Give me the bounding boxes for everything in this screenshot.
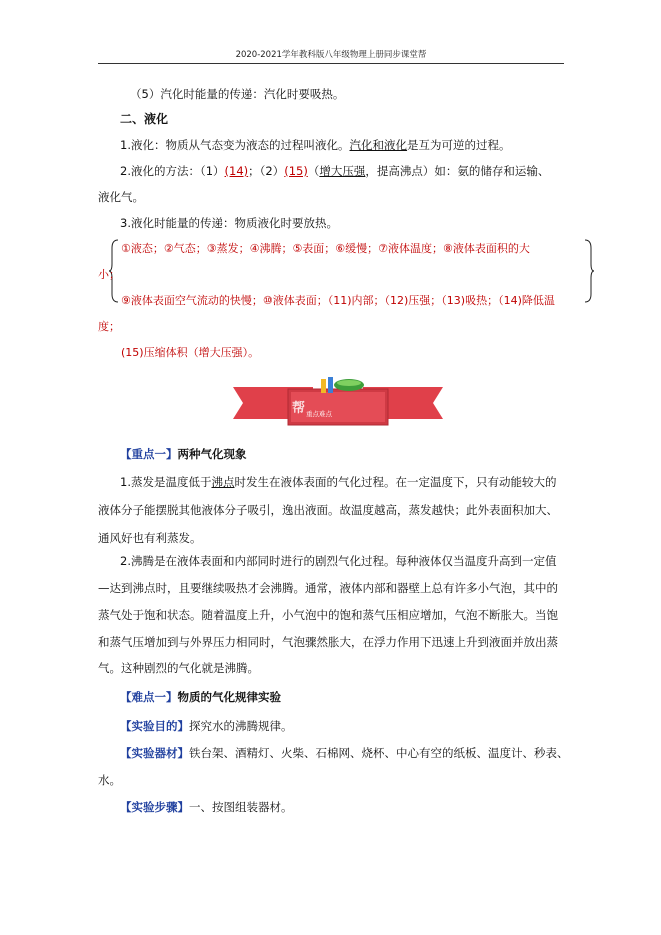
- difficult-point-1-heading: [120, 689, 281, 705]
- right-brace-icon: [583, 238, 595, 304]
- boiling-line-1: 2.沸腾是在液体表面和内部同时进行的剧烈气化过程。每种液体仅当温度升高到一定值: [120, 554, 557, 568]
- key-points-banner: [233, 375, 443, 427]
- liquefaction-methods-cont: 液化气。: [98, 190, 144, 204]
- liq2-text-f: 增大压强: [319, 164, 366, 178]
- evaporation-line-3: 通风好也有利蒸发。: [98, 531, 202, 545]
- evaporation-line-2: 液体分子能摆脱其他液体分子吸引，逸出液面。故温度越高，蒸发越快；此外表面积加大、: [98, 503, 558, 517]
- experiment-steps-tag: 【实验步骤】: [120, 800, 189, 814]
- liq1-text-b: 汽化和液化: [349, 138, 407, 152]
- banner-label: 重点难点: [306, 410, 332, 418]
- section-liquefaction-heading: 二、液化: [120, 112, 169, 126]
- liq2-text-a: 2.液化的方法：（1）: [120, 164, 225, 178]
- answer-line-2: 小；: [98, 268, 120, 281]
- evap-text-a: 1.蒸发是温度低于: [120, 475, 212, 489]
- experiment-equipment-text: 铁台架、酒精灯、火柴、石棉网、烧杯、中心有空的纸板、温度计、秒表、: [189, 746, 569, 760]
- liquefaction-methods: [120, 163, 549, 179]
- evap-text-c: 时发生在液体表面的气化过程。在一定温度下，只有动能较大的: [234, 475, 557, 489]
- difficult-point-1-title: 物质的气化规律实验: [177, 690, 281, 704]
- experiment-equipment-tag: 【实验器材】: [120, 746, 189, 760]
- page-header: 2020-2021学年教科版八年级物理上册同步课堂帮: [98, 48, 564, 64]
- answer-line-1: ①液态；②气态；③蒸发；④沸腾；⑤表面；⑥缓慢；⑦液体温度；⑧液体表面积的大: [121, 242, 530, 255]
- blank-15: (15): [284, 164, 308, 178]
- key-point-1-heading: [120, 446, 247, 462]
- experiment-steps-text: 一、按图组装器材。: [189, 800, 293, 814]
- key-point-1-tag: 【重点一】: [120, 447, 178, 461]
- boiling-line-2: —达到沸点时，且要继续吸热才会沸腾。通常，液体内部和器壁上总有许多小气泡，其中的: [98, 581, 558, 595]
- experiment-goal: [120, 718, 293, 734]
- evap-text-b: 沸点: [211, 475, 235, 489]
- experiment-goal-text: 探究水的沸腾规律。: [189, 719, 293, 733]
- answer-line-5: (15)压缩体积（增大压强）。: [121, 346, 260, 359]
- liquefaction-energy-line: 3.液化时能量的传递：物质液化时要放热。: [120, 216, 338, 230]
- liq1-text-a: 1.液化：物质从气态变为液态的过程叫液化。: [120, 138, 350, 152]
- key-point-1-title: 两种气化现象: [177, 447, 247, 461]
- boiling-line-5: 气。这种剧烈的气化就是沸腾。: [98, 661, 259, 675]
- liq2-text-c: ；（2）: [248, 164, 285, 178]
- difficult-point-1-tag: 【难点一】: [120, 690, 178, 704]
- blank-14: (14): [224, 164, 249, 178]
- boiling-line-4: 和蒸气压增加到与外界压力相同时，气泡骤然胀大，在浮力作用下迅速上升到液面并放出蒸: [98, 635, 558, 649]
- liq2-text-e: （: [307, 164, 320, 178]
- boiling-line-3: 蒸气处于饱和状态。随着温度上升，小气泡中的饱和蒸气压相应增加，气泡不断胀大。当饱: [98, 608, 558, 622]
- liquefaction-definition: [120, 137, 510, 153]
- experiment-steps: [120, 799, 293, 815]
- experiment-goal-tag: 【实验目的】: [120, 719, 189, 733]
- experiment-equipment-cont: 水。: [98, 773, 121, 787]
- banner-logo-char: 帮: [292, 401, 306, 416]
- answer-line-3: ⑨液体表面空气流动的快慢；⑩液体表面；（11)内部；（12)压强；（13)吸热；（14)降低温: [121, 294, 555, 307]
- liq2-text-g: ，提高沸点）如：氨的储存和运输、: [365, 164, 550, 178]
- vaporization-energy-line: （5）汽化时能量的传递：汽化时要吸热。: [130, 87, 345, 101]
- experiment-equipment: [120, 745, 569, 761]
- evaporation-line-1: [120, 474, 556, 490]
- answer-line-4: 度；: [98, 320, 120, 333]
- liq1-text-c: 是互为可逆的过程。: [406, 138, 511, 152]
